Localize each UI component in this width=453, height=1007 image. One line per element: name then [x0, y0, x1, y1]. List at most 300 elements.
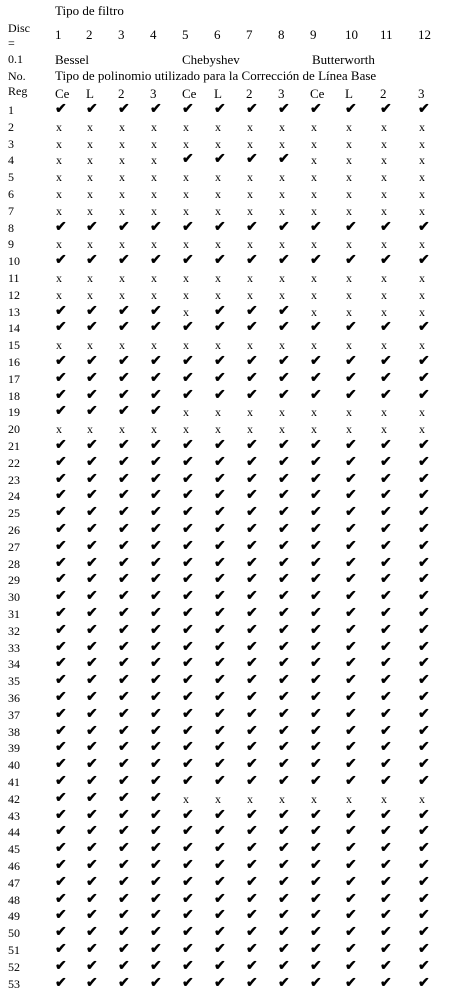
check-icon: ✔ [278, 690, 290, 705]
check-icon: ✔ [182, 589, 194, 604]
check-icon: ✔ [310, 724, 322, 739]
check-icon: ✔ [345, 707, 357, 722]
check-icon: ✔ [418, 925, 430, 940]
check-icon: ✔ [380, 388, 392, 403]
check-icon: ✔ [278, 354, 290, 369]
check-icon: ✔ [380, 824, 392, 839]
check-icon: ✔ [345, 220, 357, 235]
check-icon: ✔ [246, 925, 258, 940]
check-icon: ✔ [86, 858, 98, 873]
check-icon: ✔ [86, 371, 98, 386]
check-icon: ✔ [310, 808, 322, 823]
check-icon: ✔ [150, 253, 162, 268]
check-icon: ✔ [380, 724, 392, 739]
check-icon: ✔ [380, 740, 392, 755]
row-number: 36 [8, 691, 20, 705]
check-icon: ✔ [182, 841, 194, 856]
check-icon: ✔ [278, 388, 290, 403]
check-icon: ✔ [310, 757, 322, 772]
polynomial-type: Ce [310, 86, 325, 101]
cross-icon: x [119, 170, 125, 184]
check-icon: ✔ [310, 102, 322, 117]
cross-icon: x [381, 120, 387, 134]
check-icon: ✔ [310, 388, 322, 403]
check-icon: ✔ [214, 354, 226, 369]
check-icon: ✔ [310, 220, 322, 235]
cross-icon: x [247, 187, 253, 201]
check-icon: ✔ [118, 707, 130, 722]
check-icon: ✔ [214, 488, 226, 503]
row-number: 31 [8, 607, 20, 621]
check-icon: ✔ [246, 959, 258, 974]
check-icon: ✔ [55, 942, 67, 957]
check-icon: ✔ [55, 522, 67, 537]
check-icon: ✔ [418, 354, 430, 369]
check-icon: ✔ [380, 841, 392, 856]
check-icon: ✔ [310, 522, 322, 537]
check-icon: ✔ [55, 572, 67, 587]
check-icon: ✔ [150, 824, 162, 839]
check-icon: ✔ [418, 589, 430, 604]
check-icon: ✔ [55, 371, 67, 386]
row-number: 13 [8, 305, 20, 319]
check-icon: ✔ [182, 556, 194, 571]
check-icon: ✔ [118, 320, 130, 335]
row-number: 30 [8, 590, 20, 604]
cross-icon: x [151, 237, 157, 251]
check-icon: ✔ [214, 690, 226, 705]
check-icon: ✔ [150, 371, 162, 386]
check-icon: ✔ [182, 220, 194, 235]
check-icon: ✔ [246, 320, 258, 335]
cross-icon: x [311, 405, 317, 419]
row-number: 51 [8, 943, 20, 957]
check-icon: ✔ [345, 959, 357, 974]
check-icon: ✔ [380, 908, 392, 923]
check-icon: ✔ [418, 488, 430, 503]
check-icon: ✔ [310, 707, 322, 722]
check-icon: ✔ [214, 220, 226, 235]
check-icon: ✔ [278, 656, 290, 671]
check-icon: ✔ [380, 438, 392, 453]
cross-icon: x [419, 338, 425, 352]
check-icon: ✔ [246, 707, 258, 722]
column-number: 8 [278, 27, 285, 42]
check-icon: ✔ [118, 774, 130, 789]
check-icon: ✔ [418, 858, 430, 873]
cross-icon: x [215, 137, 221, 151]
check-icon: ✔ [182, 656, 194, 671]
check-icon: ✔ [55, 220, 67, 235]
check-icon: ✔ [150, 404, 162, 419]
check-icon: ✔ [418, 757, 430, 772]
cross-icon: x [215, 271, 221, 285]
cross-icon: x [56, 204, 62, 218]
cross-icon: x [311, 792, 317, 806]
check-icon: ✔ [86, 892, 98, 907]
check-icon: ✔ [418, 959, 430, 974]
check-icon: ✔ [310, 640, 322, 655]
check-icon: ✔ [86, 757, 98, 772]
row-number: 24 [8, 489, 20, 503]
check-icon: ✔ [345, 774, 357, 789]
cross-icon: x [183, 338, 189, 352]
check-icon: ✔ [246, 740, 258, 755]
check-icon: ✔ [418, 942, 430, 957]
check-icon: ✔ [278, 522, 290, 537]
cross-icon: x [346, 288, 352, 302]
check-icon: ✔ [380, 455, 392, 470]
check-icon: ✔ [214, 388, 226, 403]
check-icon: ✔ [214, 976, 226, 991]
cross-icon: x [346, 120, 352, 134]
check-icon: ✔ [118, 942, 130, 957]
check-icon: ✔ [345, 539, 357, 554]
check-icon: ✔ [118, 724, 130, 739]
check-icon: ✔ [182, 959, 194, 974]
check-icon: ✔ [214, 925, 226, 940]
cross-icon: x [183, 237, 189, 251]
check-icon: ✔ [182, 740, 194, 755]
check-icon: ✔ [150, 320, 162, 335]
cross-icon: x [311, 204, 317, 218]
check-icon: ✔ [310, 589, 322, 604]
cross-icon: x [419, 120, 425, 134]
check-icon: ✔ [246, 438, 258, 453]
check-icon: ✔ [246, 539, 258, 554]
cross-icon: x [279, 288, 285, 302]
check-icon: ✔ [55, 791, 67, 806]
row-number: 33 [8, 641, 20, 655]
check-icon: ✔ [214, 589, 226, 604]
check-icon: ✔ [55, 455, 67, 470]
cross-icon: x [215, 237, 221, 251]
filter-type-title: Tipo de filtro [55, 3, 124, 18]
check-icon: ✔ [182, 606, 194, 621]
check-icon: ✔ [418, 774, 430, 789]
check-icon: ✔ [418, 656, 430, 671]
check-icon: ✔ [246, 455, 258, 470]
check-icon: ✔ [310, 959, 322, 974]
check-icon: ✔ [86, 707, 98, 722]
cross-icon: x [346, 305, 352, 319]
cross-icon: x [151, 204, 157, 218]
check-icon: ✔ [278, 572, 290, 587]
cross-icon: x [215, 187, 221, 201]
check-icon: ✔ [345, 673, 357, 688]
check-icon: ✔ [310, 556, 322, 571]
cross-icon: x [215, 170, 221, 184]
check-icon: ✔ [278, 757, 290, 772]
check-icon: ✔ [418, 220, 430, 235]
check-icon: ✔ [246, 572, 258, 587]
check-icon: ✔ [118, 690, 130, 705]
cross-icon: x [247, 271, 253, 285]
check-icon: ✔ [214, 572, 226, 587]
cross-icon: x [215, 422, 221, 436]
check-icon: ✔ [214, 152, 226, 167]
check-icon: ✔ [150, 774, 162, 789]
cross-icon: x [183, 422, 189, 436]
cross-icon: x [119, 137, 125, 151]
check-icon: ✔ [118, 220, 130, 235]
check-icon: ✔ [310, 455, 322, 470]
check-icon: ✔ [345, 522, 357, 537]
check-icon: ✔ [310, 253, 322, 268]
check-icon: ✔ [55, 959, 67, 974]
disc-value: 0.1 [8, 52, 23, 66]
check-icon: ✔ [118, 656, 130, 671]
check-icon: ✔ [150, 892, 162, 907]
check-icon: ✔ [118, 472, 130, 487]
cross-icon: x [215, 120, 221, 134]
check-icon: ✔ [345, 371, 357, 386]
check-icon: ✔ [86, 539, 98, 554]
check-icon: ✔ [118, 438, 130, 453]
row-number: 52 [8, 960, 20, 974]
cross-icon: x [279, 271, 285, 285]
check-icon: ✔ [246, 371, 258, 386]
check-icon: ✔ [345, 925, 357, 940]
cross-icon: x [346, 187, 352, 201]
cross-icon: x [56, 187, 62, 201]
check-icon: ✔ [150, 757, 162, 772]
cross-icon: x [151, 288, 157, 302]
polynomial-type: 2 [118, 86, 125, 101]
check-icon: ✔ [380, 220, 392, 235]
cross-icon: x [183, 204, 189, 218]
check-icon: ✔ [380, 606, 392, 621]
row-number: 5 [8, 170, 14, 184]
check-icon: ✔ [380, 320, 392, 335]
row-number: 41 [8, 775, 20, 789]
check-icon: ✔ [345, 572, 357, 587]
check-icon: ✔ [182, 539, 194, 554]
cross-icon: x [279, 338, 285, 352]
check-icon: ✔ [380, 892, 392, 907]
row-number: 14 [8, 321, 20, 335]
check-icon: ✔ [182, 908, 194, 923]
check-icon: ✔ [118, 824, 130, 839]
row-number: 49 [8, 909, 20, 923]
check-icon: ✔ [380, 673, 392, 688]
row-number: 50 [8, 926, 20, 940]
cross-icon: x [419, 405, 425, 419]
check-icon: ✔ [345, 808, 357, 823]
check-icon: ✔ [150, 690, 162, 705]
reg-label: Reg [8, 84, 28, 98]
row-number: 39 [8, 741, 20, 755]
check-icon: ✔ [214, 320, 226, 335]
check-icon: ✔ [86, 253, 98, 268]
check-icon: ✔ [214, 438, 226, 453]
check-icon: ✔ [150, 875, 162, 890]
row-number: 37 [8, 708, 20, 722]
cross-icon: x [311, 271, 317, 285]
check-icon: ✔ [55, 824, 67, 839]
check-icon: ✔ [86, 354, 98, 369]
column-number: 6 [214, 27, 221, 42]
cross-icon: x [56, 422, 62, 436]
check-icon: ✔ [55, 304, 67, 319]
check-icon: ✔ [246, 505, 258, 520]
cross-icon: x [346, 153, 352, 167]
check-icon: ✔ [214, 102, 226, 117]
cross-icon: x [183, 170, 189, 184]
check-icon: ✔ [55, 438, 67, 453]
check-icon: ✔ [418, 892, 430, 907]
row-number: 2 [8, 120, 14, 134]
row-number: 7 [8, 204, 14, 218]
polynomial-type: 2 [246, 86, 253, 101]
check-icon: ✔ [118, 606, 130, 621]
check-icon: ✔ [182, 354, 194, 369]
cross-icon: x [119, 204, 125, 218]
check-icon: ✔ [150, 220, 162, 235]
check-icon: ✔ [150, 724, 162, 739]
row-number: 46 [8, 859, 20, 873]
check-icon: ✔ [150, 304, 162, 319]
check-icon: ✔ [118, 304, 130, 319]
check-icon: ✔ [182, 371, 194, 386]
check-icon: ✔ [345, 656, 357, 671]
cross-icon: x [346, 792, 352, 806]
row-number: 11 [8, 271, 20, 285]
check-icon: ✔ [278, 841, 290, 856]
polynomial-type: 3 [150, 86, 157, 101]
cross-icon: x [183, 792, 189, 806]
check-icon: ✔ [310, 623, 322, 638]
cross-icon: x [381, 170, 387, 184]
filter-name: Chebyshev [182, 52, 240, 67]
check-icon: ✔ [310, 925, 322, 940]
check-icon: ✔ [55, 488, 67, 503]
check-icon: ✔ [246, 102, 258, 117]
check-icon: ✔ [345, 606, 357, 621]
row-number: 42 [8, 792, 20, 806]
cross-icon: x [279, 792, 285, 806]
cross-icon: x [183, 187, 189, 201]
check-icon: ✔ [55, 976, 67, 991]
check-icon: ✔ [214, 539, 226, 554]
cross-icon: x [311, 120, 317, 134]
check-icon: ✔ [118, 455, 130, 470]
row-number: 25 [8, 506, 20, 520]
check-icon: ✔ [150, 623, 162, 638]
check-icon: ✔ [86, 791, 98, 806]
check-icon: ✔ [214, 757, 226, 772]
check-icon: ✔ [278, 673, 290, 688]
check-icon: ✔ [182, 505, 194, 520]
check-icon: ✔ [310, 472, 322, 487]
check-icon: ✔ [118, 539, 130, 554]
row-number: 1 [8, 103, 14, 117]
check-icon: ✔ [278, 253, 290, 268]
check-icon: ✔ [118, 673, 130, 688]
disc-label: Disc [8, 21, 30, 35]
cross-icon: x [119, 422, 125, 436]
check-icon: ✔ [182, 438, 194, 453]
check-icon: ✔ [86, 388, 98, 403]
check-icon: ✔ [182, 707, 194, 722]
check-icon: ✔ [214, 455, 226, 470]
check-icon: ✔ [246, 472, 258, 487]
check-icon: ✔ [345, 505, 357, 520]
cross-icon: x [247, 792, 253, 806]
check-icon: ✔ [380, 707, 392, 722]
cross-icon: x [87, 137, 93, 151]
check-icon: ✔ [86, 472, 98, 487]
check-icon: ✔ [278, 589, 290, 604]
check-icon: ✔ [86, 942, 98, 957]
check-icon: ✔ [150, 707, 162, 722]
check-icon: ✔ [380, 808, 392, 823]
check-icon: ✔ [55, 640, 67, 655]
check-icon: ✔ [246, 774, 258, 789]
cross-icon: x [87, 120, 93, 134]
check-icon: ✔ [246, 253, 258, 268]
check-icon: ✔ [150, 572, 162, 587]
check-icon: ✔ [418, 572, 430, 587]
check-icon: ✔ [418, 371, 430, 386]
polynomial-type: 3 [278, 86, 285, 101]
check-icon: ✔ [150, 606, 162, 621]
check-icon: ✔ [150, 841, 162, 856]
check-icon: ✔ [86, 740, 98, 755]
check-icon: ✔ [246, 220, 258, 235]
row-number: 27 [8, 540, 20, 554]
cross-icon: x [119, 153, 125, 167]
check-icon: ✔ [55, 925, 67, 940]
check-icon: ✔ [278, 556, 290, 571]
check-icon: ✔ [345, 320, 357, 335]
check-icon: ✔ [118, 808, 130, 823]
check-icon: ✔ [86, 455, 98, 470]
check-icon: ✔ [150, 455, 162, 470]
cross-icon: x [151, 187, 157, 201]
column-number: 11 [380, 27, 393, 42]
check-icon: ✔ [380, 875, 392, 890]
cross-icon: x [346, 422, 352, 436]
check-icon: ✔ [246, 606, 258, 621]
check-icon: ✔ [86, 102, 98, 117]
check-icon: ✔ [278, 875, 290, 890]
check-icon: ✔ [214, 656, 226, 671]
check-icon: ✔ [246, 673, 258, 688]
check-icon: ✔ [380, 539, 392, 554]
check-icon: ✔ [86, 623, 98, 638]
check-icon: ✔ [278, 892, 290, 907]
check-icon: ✔ [55, 623, 67, 638]
row-number: 44 [8, 825, 20, 839]
cross-icon: x [183, 271, 189, 285]
cross-icon: x [381, 187, 387, 201]
check-icon: ✔ [418, 673, 430, 688]
row-number: 12 [8, 288, 20, 302]
check-icon: ✔ [182, 724, 194, 739]
cross-icon: x [346, 170, 352, 184]
check-icon: ✔ [214, 556, 226, 571]
check-icon: ✔ [310, 740, 322, 755]
cross-icon: x [247, 137, 253, 151]
cross-icon: x [419, 288, 425, 302]
check-icon: ✔ [345, 942, 357, 957]
check-icon: ✔ [418, 640, 430, 655]
check-icon: ✔ [380, 505, 392, 520]
row-number: 26 [8, 523, 20, 537]
check-icon: ✔ [86, 304, 98, 319]
check-icon: ✔ [345, 690, 357, 705]
